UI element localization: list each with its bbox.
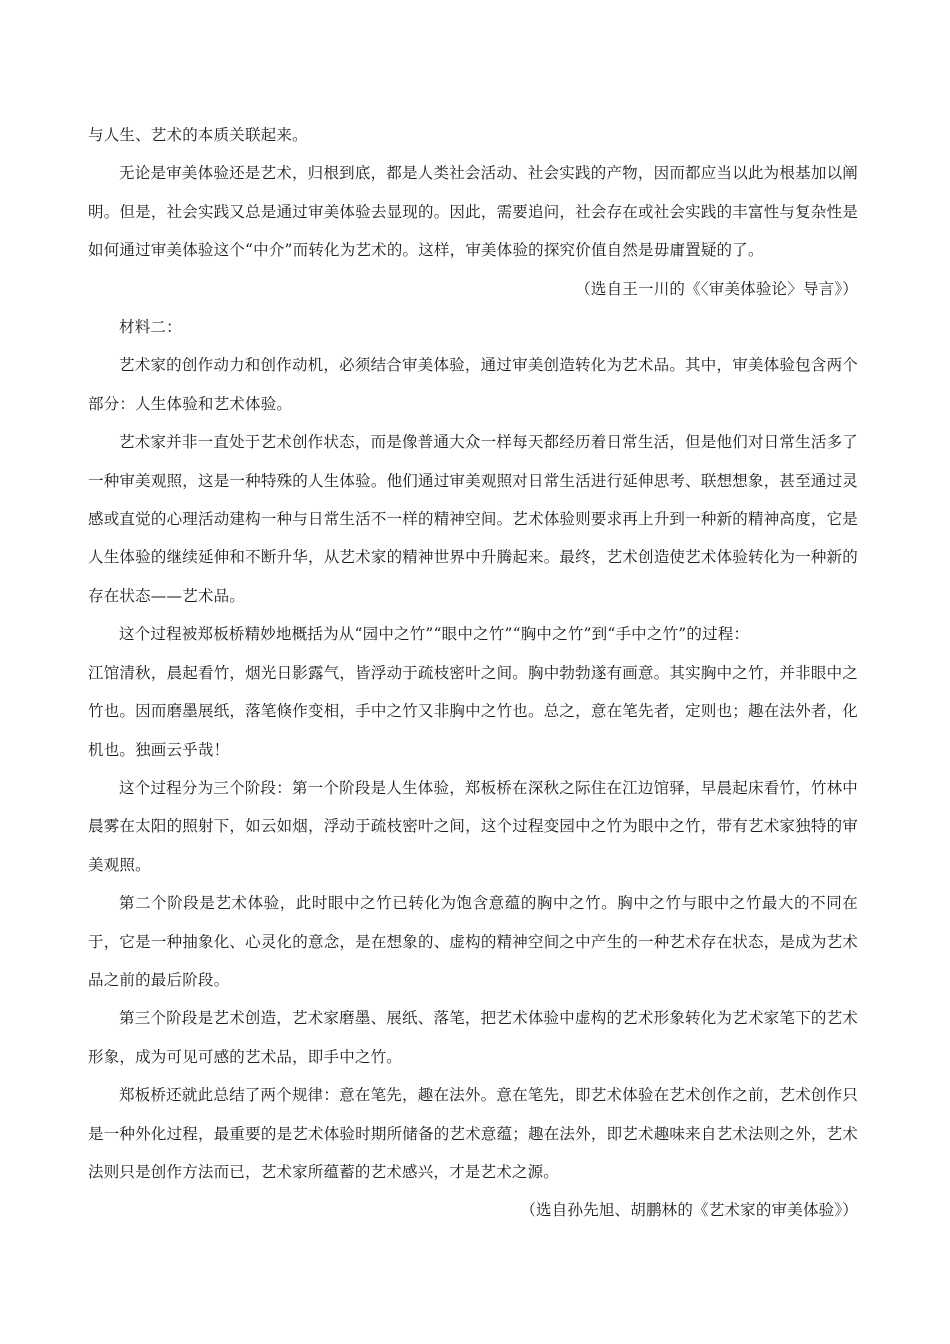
material-one-source: （选自王一川的《〈审美体验论〉导言》） [575, 279, 858, 298]
material-two-paragraph-1: 艺术家的创作动力和创作动机，必须结合审美体验，通过审美创造转化为艺术品。其中，审美体验包含两个部分：人生体验和艺术体验。 [88, 356, 858, 413]
material-two-paragraph-2: 艺术家并非一直处于艺术创作状态，而是像普通大众一样每天都经历着日常生活，但是他们对日常生活多了一种审美观照，这是一种特殊的人生体验。他们通过审美观照对日常生活进行延伸思考、联想想象，甚至通过灵感或直觉的心理活动建构一种与日常生活不一样的精神空间。艺术体验则要求再上升到一种新的精神高度，它是人生体验的继续延伸和不断升华，从艺术家的精神世界中升腾起来。最终，艺术创造使艺术体验转化为一种新的存在状态——艺术品。 [88, 433, 858, 605]
material-two-paragraph-7: 第三个阶段是艺术创造，艺术家磨墨、展纸、落笔，把艺术体验中虚构的艺术形象转化为艺术家笔下的艺术形象，成为可见可感的艺术品，即手中之竹。 [88, 1009, 858, 1066]
material-two-paragraph-3: 这个过程被郑板桥精妙地概括为从“园中之竹”“眼中之竹”“胸中之竹”到“手中之竹”的过程： [119, 625, 750, 644]
zheng-banqiao-quote: 江馆清秋，晨起看竹，烟光日影露气，皆浮动于疏枝密叶之间。胸中勃勃遂有画意。其实胸中之竹，并非眼中之竹也。因而磨墨展纸，落笔倏作变相，手中之竹又非胸中之竹也。总之，意在笔先者，定则也；趣在法外者，化机也。独画云乎哉！ [88, 663, 858, 759]
material-two-paragraph-6: 第二个阶段是艺术体验，此时眼中之竹已转化为饱含意蕴的胸中之竹。胸中之竹与眼中之竹最大的不同在于，它是一种抽象化、心灵化的意念，是在想象的、虚构的精神空间之中产生的一种艺术存在状态，是成为艺术品之前的最后阶段。 [88, 894, 858, 989]
material-one-paragraph: 无论是审美体验还是艺术，归根到底，都是人类社会活动、社会实践的产物，因而都应当以此为根基加以阐明。但是，社会实践又总是通过审美体验去显现的。因此，需要追问，社会存在或社会实践的丰富性与复杂性是如何通过审美体验这个“中介”而转化为艺术的。这样，审美体验的探究价值自然是毋庸置疑的了。 [88, 164, 858, 260]
material-two-paragraph-8: 郑板桥还就此总结了两个规律：意在笔先，趣在法外。意在笔先，即艺术体验在艺术创作之前，艺术创作只是一种外化过程，最重要的是艺术体验时期所储备的艺术意蕴；趣在法外，即艺术趣味来自艺术法则之外，艺术法则只是创作方法而已，艺术家所蕴蓄的艺术感兴，才是艺术之源。 [88, 1086, 858, 1181]
material-two-source: （选自孙先旭、胡鹏林的《艺术家的审美体验》） [520, 1201, 858, 1220]
material-two-paragraph-5: 这个过程分为三个阶段：第一个阶段是人生体验，郑板桥在深秋之际住在江边馆驿，早晨起床看竹，竹林中晨雾在太阳的照射下，如云如烟，浮动于疏枝密叶之间，这个过程变园中之竹为眼中之竹，带有艺术家独特的审美观照。 [88, 778, 858, 874]
document-page [88, 116, 858, 1230]
material-one-continued-paragraph: 与人生、艺术的本质关联起来。 [88, 126, 308, 144]
material-two-heading: 材料二： [119, 318, 182, 337]
